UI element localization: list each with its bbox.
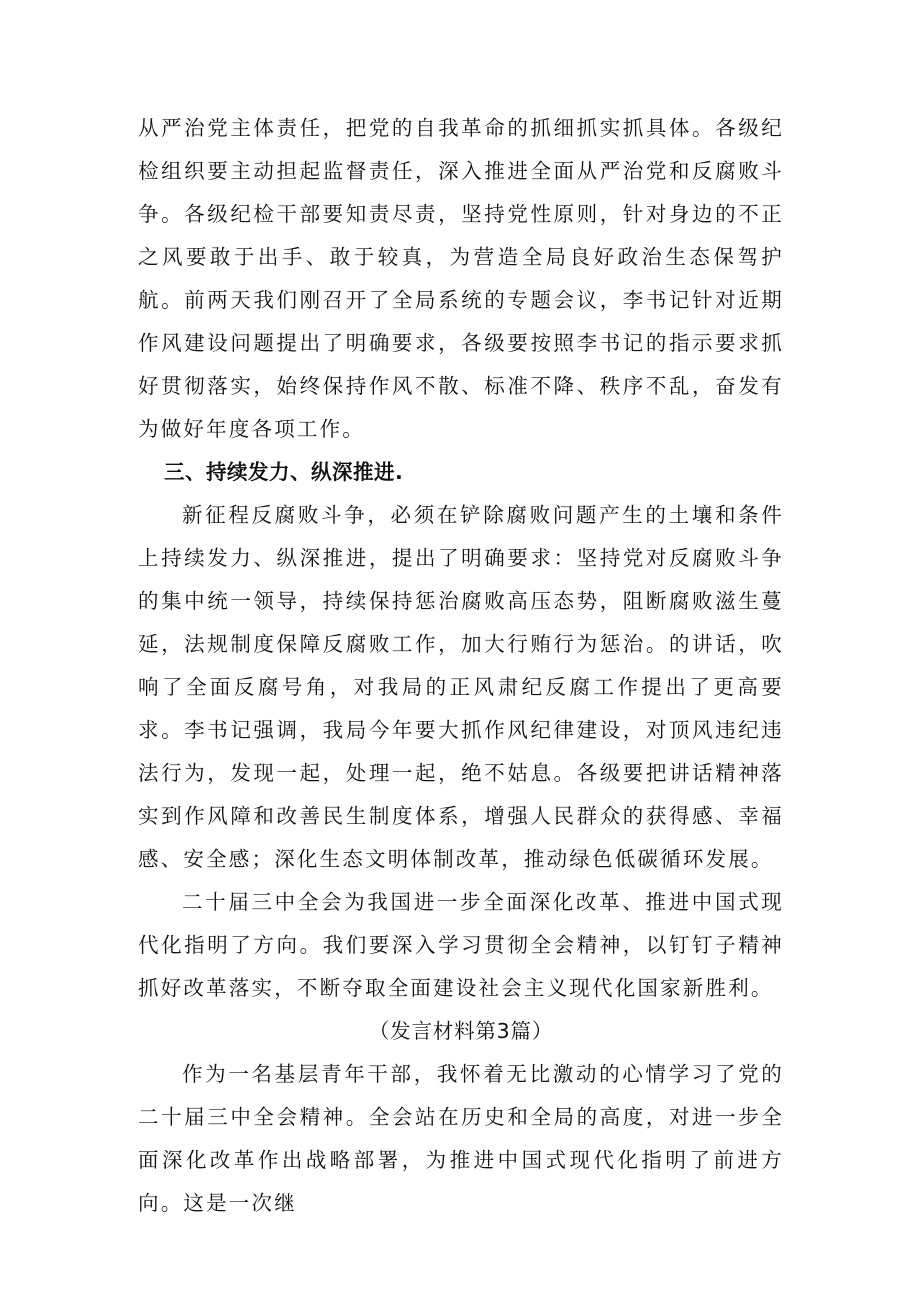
paragraph-plenum: 二十届三中全会为我国进一步全面深化改革、推进中国式现代化指明了方向。我们要深入学习贯彻全会精神，以钉钉子精神抓好改革落实，不断夺取全面建设社会主义现代化国家新胜利。 bbox=[138, 890, 784, 1000]
paragraph-anticorruption: 新征程反腐败斗争，必须在铲除腐败问题产生的土壤和条件上持续发力、纵深推进，提出了明确要求：坚持党对反腐败斗争的集中统一领导，持续保持惩治腐败高压态势，阻断腐败滋生蔓延，法规制度保障反腐败工作，加大行贿行为惩治。的讲话，吹响了全面反腐号角，对我局的正风肃纪反腐工作提出了更高要求。李书记强调，我局今年要大抓作风纪律建设，对顶风违纪违法行为，发现一起，处理一起，绝不姑息。各级要把讲话精神落实到作风障和改善民生制度体系，增强人民群众的获得感、幸福感、安全感；深化生态文明体制改革，推动绿色低碳循环发展。 bbox=[138, 503, 784, 871]
section-heading: 三、持续发力、纵深推进. bbox=[164, 460, 404, 484]
paragraph-continuation: 从严治党主体责任，把党的自我革命的抓细抓实抓具体。各级纪检组织要主动担起监督责任，深入推进全面从严治党和反腐败斗争。各级纪检干部要知责尽责，坚持党性原则，针对身边的不正之风要敢于出手、敢于较真，为营造全局良好政治生态保驾护航。前两天我们刚召开了全局系统的专题会议，李书记针对近期作风建设问题提出了明确要求，各级要按照李书记的指示要求抓好贯彻落实，始终保持作风不散、标准不降、秩序不乱，奋发有为做好年度各项工作。 bbox=[138, 116, 784, 441]
speech-title: （发言材料第3篇） bbox=[368, 1019, 554, 1043]
paragraph-speech-intro: 作为一名基层青年干部，我怀着无比激动的心情学习了党的二十届三中全会精神。全会站在历史和全局的高度，对进一步全面深化改革作出战略部署，为推进中国式现代化指明了前进方向。这是一次继 bbox=[138, 1062, 784, 1215]
document-body bbox=[138, 107, 784, 1225]
